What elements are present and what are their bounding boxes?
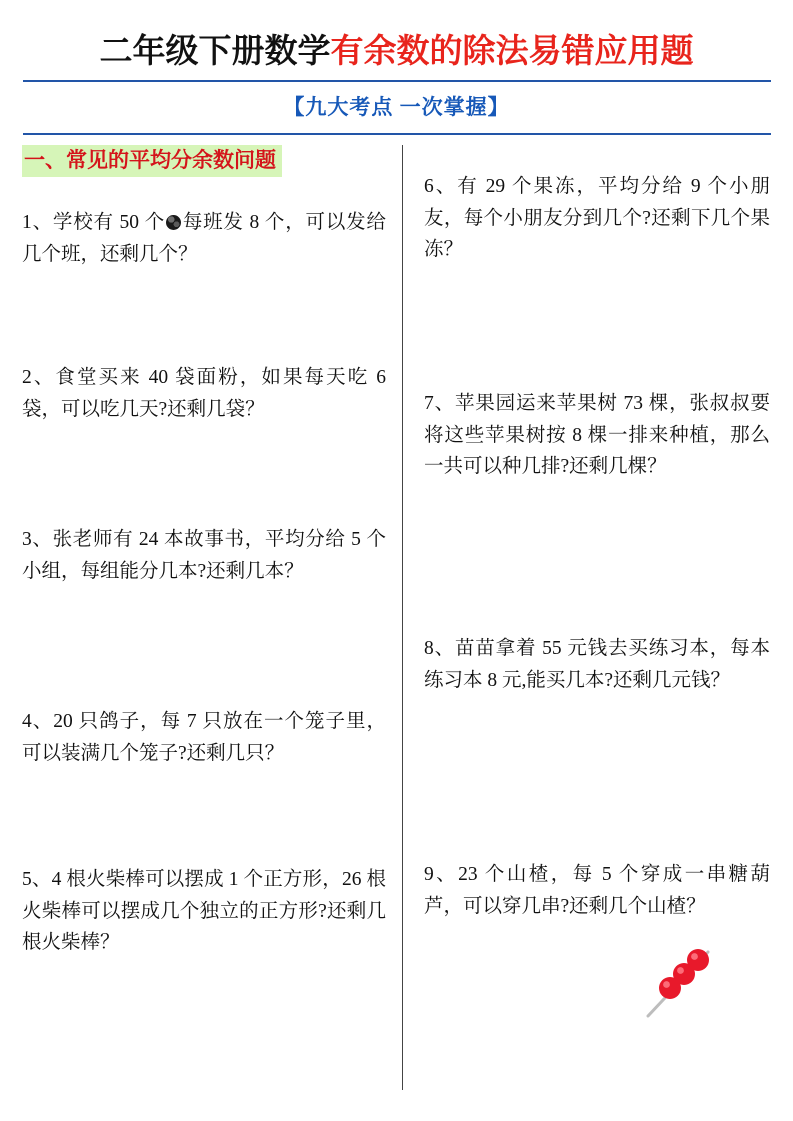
question-1-part-b: 每班发 8 个，可以发给几个班，还剩几个？ xyxy=(22,212,386,265)
page-subtitle: 【九大考点 一次掌握】 xyxy=(283,95,510,120)
title-block xyxy=(22,0,771,70)
question-item: 2、食堂买来 40 袋面粉，如果每天吃 6 袋，可以吃几天?还剩几袋？ xyxy=(22,367,386,420)
question-item: 6、有 29 个果冻，平均分给 9 个小朋友，每个小朋友分到几个?还剩下几个果冻？ xyxy=(424,176,770,261)
question-item xyxy=(22,207,386,270)
title-rule-top xyxy=(23,80,771,82)
question-1-part-a: 1、学校有 50 个 xyxy=(22,212,166,234)
question-item: 3、张老师有 24 本故事书，平均分给 5 个小组，每组能分几本?还剩几本？ xyxy=(22,529,386,582)
question-item: 9、23 个山楂，每 5 个穿成一串糖葫芦，可以穿几串?还剩几个山楂？ xyxy=(424,864,770,917)
left-column xyxy=(22,145,402,1110)
header-divider xyxy=(23,133,771,135)
question-item: 4、20 只鸽子，每 7 只放在一个笼子里，可以装满几个笼子?还剩几只？ xyxy=(22,711,386,764)
page-title-red-part: 有余数的除法易错应用题 xyxy=(330,34,694,70)
page-title xyxy=(100,34,694,70)
section-heading: 一、常见的平均分余数问题 xyxy=(22,145,282,176)
question-item: 5、4 根火柴棒可以摆成 1 个正方形，26 根火柴棒可以摆成几个独立的正方形?还剩几根火柴棒？ xyxy=(22,869,386,954)
page-title-black-part: 二年级下册数学 xyxy=(99,34,331,70)
right-column xyxy=(402,145,770,1110)
candied-haws-skewer-icon xyxy=(634,938,724,1028)
question-item: 8、苗苗拿着 55 元钱去买练习本，每本练习本 8 元,能买几本?还剩几元钱？ xyxy=(424,638,770,691)
question-item: 7、苹果园运来苹果树 73 棵，张叔叔要将这些苹果树按 8 棵一排来种植，那么一共可以种几排?还剩几棵？ xyxy=(424,393,770,478)
content-columns xyxy=(22,145,770,1110)
soccer-ball-icon xyxy=(166,215,181,230)
